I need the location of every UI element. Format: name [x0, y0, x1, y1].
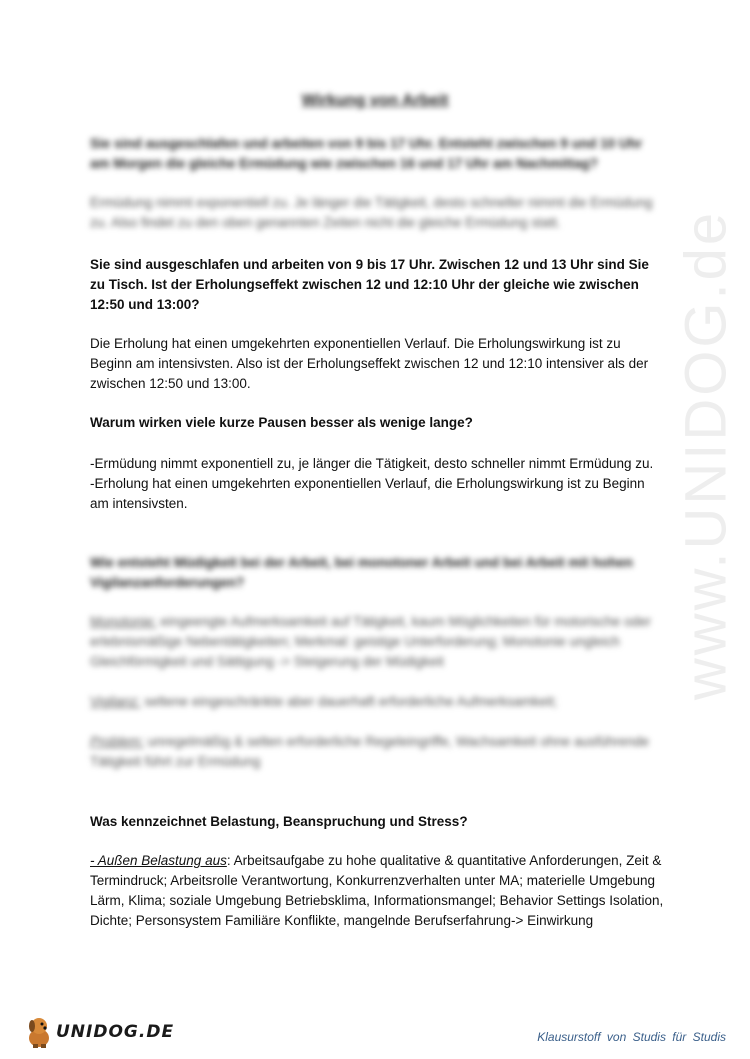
answer-3-line-1: -Ermüdung nimmt exponentiell zu, je länger die Tätigkeit, desto schneller nimmt Ermüdung zu. — [90, 456, 654, 471]
footer-tagline: Klausurstoff von Studis für Studis — [537, 1030, 726, 1044]
question-5: Was kennzeichnet Belastung, Beanspruchung und Stress? — [90, 814, 468, 829]
answer-5 — [90, 851, 665, 931]
answer-5-label: - Außen Belastung aus — [90, 853, 227, 868]
vigilanz-text: seltene eingeschränkte aber dauerhaft erforderliche Aufmerksamkeit; — [140, 694, 558, 709]
document-title: Wirkung von Arbeit — [301, 92, 449, 109]
monotonie-label: Monotonie: — [90, 614, 157, 629]
monotonie-paragraph — [90, 612, 665, 672]
vigilanz-label: Vigilanz: — [90, 694, 141, 709]
answer-3-line-2: -Erholung hat einen umgekehrten exponentiellen Verlauf, die Erholungswirkung ist zu Beginn am intensivsten. — [90, 476, 645, 511]
dog-mascot-icon — [24, 1014, 54, 1050]
answer-5-text: : Arbeitsaufgabe zu hohe qualitative & quantitative Anforderungen, Zeit & Termindruck; Arbeitsrolle Verantwortung, Konkurrenzverhalten unter MA; materielle Umgebung Lärm, Klima; soziale Umgebung Betriebsklima, Informationsmangel; Behavior Settings Isolation, Dichte; Personsystem Familiäre Konflikte, mangelnde Berufserfahrung-> Einwirkung — [90, 853, 664, 928]
monotonie-text: eingeengte Aufmerksamkeit auf Tätigkeit, kaum Möglichkeiten für motorische oder erlebnismäßige Nebentätigkeiten; Merkmal: geistige Unterforderung; Monotonie ungleich Gleichförmigkeit und Sättigung -> Steigerung der Müdigkeit — [90, 614, 652, 669]
question-1: Sie sind ausgeschlafen und arbeiten von 9 bis 17 Uhr. Entsteht zwischen 9 und 10 Uhr am Morgen die gleiche Ermüdung wie zwischen 16 und 17 Uhr am Nachmittag? — [90, 136, 643, 171]
watermark-text: www.UNIDOG.de — [673, 209, 739, 701]
question-4: Wie entsteht Müdigkeit bei der Arbeit, bei monotoner Arbeit und bei Arbeit mit hohen Vigilanzanforderungen? — [90, 555, 633, 590]
question-3: Warum wirken viele kurze Pausen besser als wenige lange? — [90, 415, 473, 430]
answer-3 — [90, 454, 665, 514]
problem-text: unregelmäßig & selten erforderliche Regeleingriffe, Wachsamkeit ohne ausführende Tätigkeit führt zur Ermüdung — [90, 734, 650, 769]
unidog-logo — [24, 1012, 174, 1052]
vigilanz-paragraph — [90, 692, 665, 712]
answer-1: Ermüdung nimmt exponentiell zu. Je länger die Tätigkeit, desto schneller nimmt die Ermüdung zu. Also findet zu den oben genannten Zeiten nicht die gleiche Ermüdung statt. — [90, 195, 653, 230]
problem-label: Problem: — [90, 734, 145, 749]
logo-text: UNIDOG.DE — [56, 1022, 175, 1042]
problem-paragraph — [90, 732, 665, 772]
question-2: Sie sind ausgeschlafen und arbeiten von 9 bis 17 Uhr. Zwischen 12 und 13 Uhr sind Sie zu Tisch. Ist der Erholungseffekt zwischen 12 und 12:10 Uhr der gleiche wie zwischen 12:50 und 13:00? — [90, 257, 649, 312]
answer-2: Die Erholung hat einen umgekehrten exponentiellen Verlauf. Die Erholungswirkung ist zu Beginn am intensivsten. Also ist der Erholungseffekt zwischen 12 und 12:10 intensiver als der zwischen 12:50 und 13:00. — [90, 336, 649, 391]
